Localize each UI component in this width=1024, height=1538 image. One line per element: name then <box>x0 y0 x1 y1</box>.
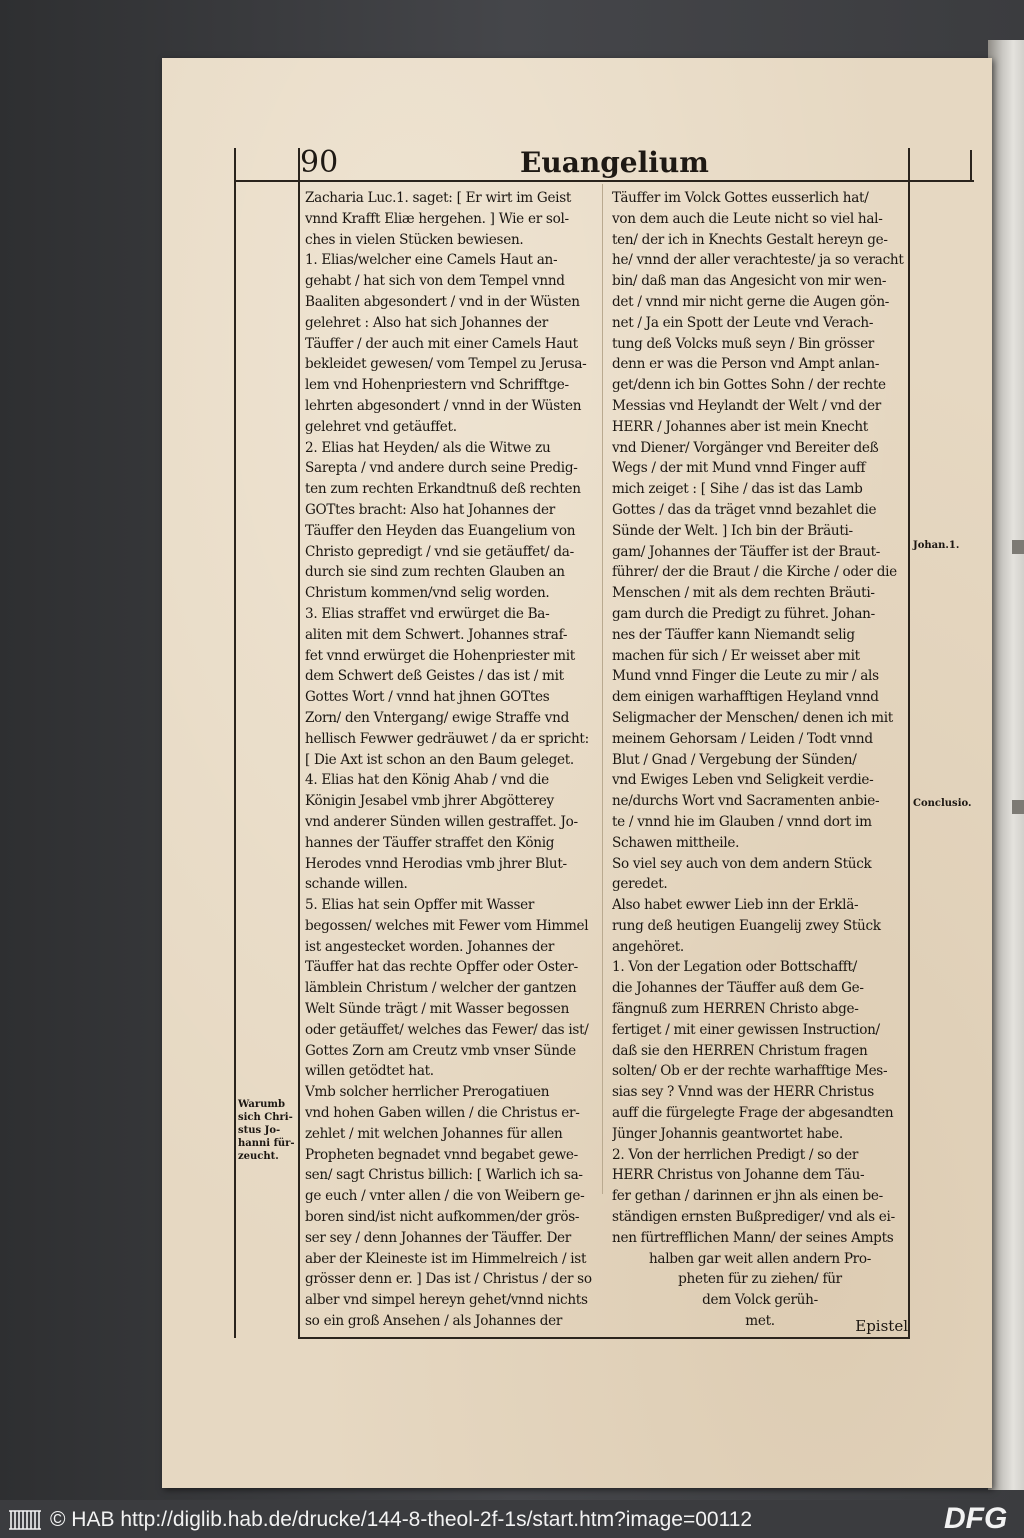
text-line: ge euch / vnter allen / die von Weibern ge- <box>305 1188 585 1205</box>
text-line: he/ vnnd der aller verachteste/ ja so veracht <box>612 252 904 269</box>
text-line: 2. Von der herrlichen Predigt / so der <box>612 1146 859 1163</box>
catchword: Epistel <box>855 1317 908 1335</box>
text-line: so ein groß Ansehen / als Johannes der <box>305 1313 563 1330</box>
next-leaf-edge <box>988 40 1024 1490</box>
outer-margin-rule <box>234 148 236 1338</box>
text-line: halben gar weit allen andern Pro- <box>648 1250 872 1267</box>
text-line: ist angestecket worden. Johannes der <box>305 938 555 955</box>
text-line: So viel sey auch von dem andern Stück <box>612 855 872 872</box>
text-line: Gottes / das da träget vnnd bezahlet die <box>612 501 877 518</box>
text-line: ches in vielen Stücken bewiesen. <box>305 231 524 248</box>
text-line: dem Volck gerüh- <box>702 1292 818 1309</box>
running-head: Euangelium <box>520 146 709 179</box>
text-line: Täuffer / der auch mit einer Camels Haut <box>305 335 578 352</box>
text-line: solten/ Ob er der rechte warhafftige Mes- <box>612 1063 888 1080</box>
text-line: 4. Elias hat den König Ahab / vnd die <box>305 772 549 789</box>
text-line: oder getäuffet/ welches das Fewer/ das ist/ <box>305 1021 589 1038</box>
text-line: Gottes Wort / vnnd hat jhnen GOTtes <box>305 689 550 706</box>
text-line: angehöret. <box>612 938 684 955</box>
text-line: schande willen. <box>305 876 408 893</box>
text-line: bekleidet gewesen/ vom Tempel zu Jerusa- <box>305 356 587 373</box>
text-line: net / Ja ein Spott der Leute vnd Verach- <box>612 314 874 331</box>
text-line: zehlet / mit welchen Johannes für allen <box>305 1125 563 1142</box>
text-line: lehrten abgesondert / vnnd in der Wüsten <box>305 397 582 414</box>
text-line: gam/ Johannes der Täuffer ist der Braut- <box>612 543 881 560</box>
text-line: willen getödtet hat. <box>305 1063 434 1080</box>
text-line: durch sie sind zum rechten Glauben an <box>305 564 565 581</box>
text-line: pheten für zu ziehen/ für <box>678 1271 842 1288</box>
header-rule <box>234 180 974 182</box>
text-line: met. <box>745 1313 775 1330</box>
text-line: Blut / Gnad / Vergebung der Sünden/ <box>612 751 857 768</box>
text-line: det / vnnd mir nicht gerne die Augen gön- <box>612 293 890 310</box>
text-line: Baaliten abgesondert / vnd in der Wüsten <box>305 293 580 310</box>
text-line: 5. Elias hat sein Opffer mit Wasser <box>305 897 535 914</box>
text-line: mich zeiget : [ Sihe / das ist das Lamb <box>612 481 863 498</box>
text-line: Jünger Johannis geantwortet habe. <box>612 1125 843 1142</box>
text-line: [ Die Axt ist schon an den Baum geleget. <box>305 751 574 768</box>
text-line: 1. Elias/welcher eine Camels Haut an- <box>305 252 558 269</box>
page-number: 90 <box>300 145 339 180</box>
text-line: grösser denn er. ] Das ist / Christus / der so <box>305 1271 592 1288</box>
text-line: daß sie den HERREN Christum fragen <box>612 1042 868 1059</box>
far-right-rule <box>970 150 972 180</box>
text-line: Wegs / der mit Mund vnnd Finger auff <box>612 460 866 477</box>
text-line: sias sey ? Vnnd was der HERR Christus <box>612 1084 874 1101</box>
text-line: Zacharia Luc.1. saget: [ Er wirt im Geist <box>305 190 572 206</box>
text-line: Schawen mittheile. <box>612 834 740 851</box>
text-line: hannes der Täuffer straffet den König <box>305 834 555 851</box>
text-line: Welt Sünde trägt / mit Wasser begossen <box>305 1001 570 1018</box>
left-text-column <box>305 188 601 1332</box>
right-text-column <box>612 188 908 1332</box>
text-line: fet vnnd erwürget die Hohenpriester mit <box>305 647 575 664</box>
marginal-ref-johan: Johan.1. <box>913 540 960 551</box>
text-line: HERR Christus von Johanne dem Täu- <box>612 1167 865 1184</box>
text-line: auff die fürgelegte Frage der abgesandten <box>612 1105 894 1122</box>
text-line: geredet. <box>612 876 668 893</box>
marginal-line: sich Chri- <box>238 1112 293 1123</box>
text-line: boren sind/ist nicht aufkommen/der grös- <box>305 1209 580 1226</box>
text-line: Täuffer im Volck Gottes eusserlich hat/ <box>612 190 869 206</box>
text-line: Menschen / mit als dem rechten Bräuti- <box>612 585 875 602</box>
text-line: gam durch die Predigt zu führet. Johan- <box>612 605 875 622</box>
text-line: dem Schwert deß Geistes / das ist / mit <box>305 668 564 685</box>
text-line: ne/durchs Wort vnd Sacramenten anbie- <box>612 793 880 810</box>
text-line: Königin Jesabel vmb jhrer Abgötterey <box>305 793 554 810</box>
text-line: vnd Diener/ Vorgänger vnd Bereiter deß <box>612 439 879 456</box>
text-line: lem vnd Hohenpriestern vnd Schrifftge- <box>305 377 569 394</box>
text-line: Messias vnd Heylandt der Welt / vnd der <box>612 397 881 414</box>
text-line: führer/ der die Braut / die Kirche / oder die <box>612 564 897 581</box>
text-line: Gottes Zorn am Creutz vmb vnser Sünde <box>305 1042 576 1059</box>
text-line: lämblein Christum / welcher der gantzen <box>305 980 577 997</box>
text-line: dem einigen warhafftigen Heyland vnnd <box>612 689 879 706</box>
text-line: gehabt / hat sich von dem Tempel vnnd <box>305 273 565 290</box>
text-line: te / vnnd hie im Glauben / vnnd dort im <box>612 813 872 830</box>
marginal-note-warumb <box>238 1098 296 1163</box>
text-line: Zorn/ den Vntergang/ ewige Straffe vnd <box>305 709 569 726</box>
marginal-line: Warumb <box>238 1099 285 1110</box>
text-line: Täuffer hat das rechte Opffer oder Oster- <box>305 959 578 976</box>
text-line: Also habet ewwer Lieb inn der Erklä- <box>612 897 859 914</box>
hab-logo-icon <box>8 1508 44 1532</box>
leaf-tab <box>1012 800 1024 814</box>
text-line: vnd anderer Sünden willen gestraffet. Jo- <box>305 813 578 830</box>
text-line: 1. Von der Legation oder Bottschafft/ <box>612 959 857 976</box>
text-line: fängnuß zum HERREN Christo abge- <box>612 1001 859 1018</box>
text-line: HERR / Johannes aber ist mein Knecht <box>612 418 868 435</box>
text-line: von dem auch die Leute nicht so viel hal- <box>612 210 883 227</box>
text-line: fer gethan / darinnen er jhn als einen be- <box>612 1188 883 1205</box>
text-line: ständigen ernsten Bußprediger/ vnd als ei- <box>612 1209 895 1226</box>
text-line: machen für sich / Er weisset aber mit <box>612 647 860 664</box>
text-line: GOTtes bracht: Also hat Johannes der <box>305 501 555 518</box>
text-line: ten zum rechten Erkandtnuß deß rechten <box>305 481 581 498</box>
text-line: vnnd Krafft Eliæ hergehen. ] Wie er sol- <box>305 210 569 227</box>
dfg-logo: DFG <box>944 1502 1008 1535</box>
text-line: rung deß heutigen Euangelij zwey Stück <box>612 917 881 934</box>
text-line: vnd hohen Gaben willen / die Christus er- <box>305 1105 580 1122</box>
text-line: Christum kommen/vnd selig worden. <box>305 585 550 602</box>
text-line: tung deß Volcks muß seyn / Bin grösser <box>612 335 875 352</box>
leaf-tab <box>1012 540 1024 554</box>
text-line: 2. Elias hat Heyden/ als die Witwe zu <box>305 439 551 456</box>
text-line: ser sey / denn Johannes der Täuffer. Der <box>305 1229 571 1246</box>
marginal-line: zeucht. <box>238 1151 279 1162</box>
text-line: Sünde der Welt. ] Ich bin der Bräuti- <box>612 522 853 539</box>
text-line: gelehret vnd getäuffet. <box>305 418 457 435</box>
text-line: begossen/ welches mit Fewer vom Himmel <box>305 917 589 934</box>
inner-margin-rule <box>298 148 300 1338</box>
text-line: Mund vnnd Finger die Leute zu mir / als <box>612 668 879 685</box>
text-line: sen/ sagt Christus billich: [ Warlich ich sa- <box>305 1167 583 1184</box>
text-line: hellisch Fewwer gedräuwet / da er spricht: <box>305 730 589 747</box>
text-line: meinem Gehorsam / Leiden / Todt vnnd <box>612 730 873 747</box>
marginal-note-conclusio: Conclusio. <box>913 798 972 809</box>
text-line: Herodes vnnd Herodias vmb jhrer Blut- <box>305 855 567 872</box>
text-line: nes der Täuffer kann Niemandt selig <box>612 626 855 643</box>
footer-rule <box>298 1337 910 1339</box>
text-line: bin/ daß man das Angesicht von mir wen- <box>612 273 887 290</box>
text-line: Täuffer den Heyden das Euangelium von <box>305 522 576 539</box>
text-line: fertiget / mit einer gewissen Instruction/ <box>612 1021 880 1038</box>
text-line: ten/ der ich in Knechts Gestalt hereyn ge- <box>612 231 888 248</box>
text-line: gelehret : Also hat sich Johannes der <box>305 314 548 331</box>
text-line: Propheten begnadet vnnd begabet gewe- <box>305 1146 578 1163</box>
text-line: 3. Elias straffet vnd erwürget die Ba- <box>305 605 550 622</box>
right-margin-rule <box>908 148 910 1338</box>
text-line: Sarepta / vnd andere durch seine Predig- <box>305 460 578 477</box>
text-line: nen fürtrefflichen Mann/ der seines Ampts <box>612 1229 894 1246</box>
text-line: Christo gepredigt / vnd sie getäuffet/ da- <box>305 543 574 560</box>
text-line: vnd Ewiges Leben vnd Seligkeit verdie- <box>612 772 874 789</box>
marginal-line: hanni für- <box>238 1138 295 1149</box>
text-line: die Johannes der Täuffer auß dem Ge- <box>612 980 864 997</box>
marginal-line: stus Jo- <box>238 1125 281 1136</box>
text-line: Seligmacher der Menschen/ denen ich mit <box>612 709 893 726</box>
text-line: denn er was die Person vnd Ampt anlan- <box>612 356 880 373</box>
text-line: aliten mit dem Schwert. Johannes straf- <box>305 626 568 643</box>
text-line: Vmb solcher herrlicher Prerogatiuen <box>305 1084 550 1101</box>
text-line: alber vnd simpel hereyn gehet/vnnd nichts <box>305 1292 588 1309</box>
text-line: aber der Kleineste ist im Himmelreich / ist <box>305 1250 587 1267</box>
copyright-credit[interactable]: © HAB http://diglib.hab.de/drucke/144-8-theol-2f-1s/start.htm?image=00112 <box>50 1508 753 1531</box>
column-gutter <box>602 184 603 1194</box>
text-line: get/denn ich bin Gottes Sohn / der rechte <box>612 377 886 394</box>
